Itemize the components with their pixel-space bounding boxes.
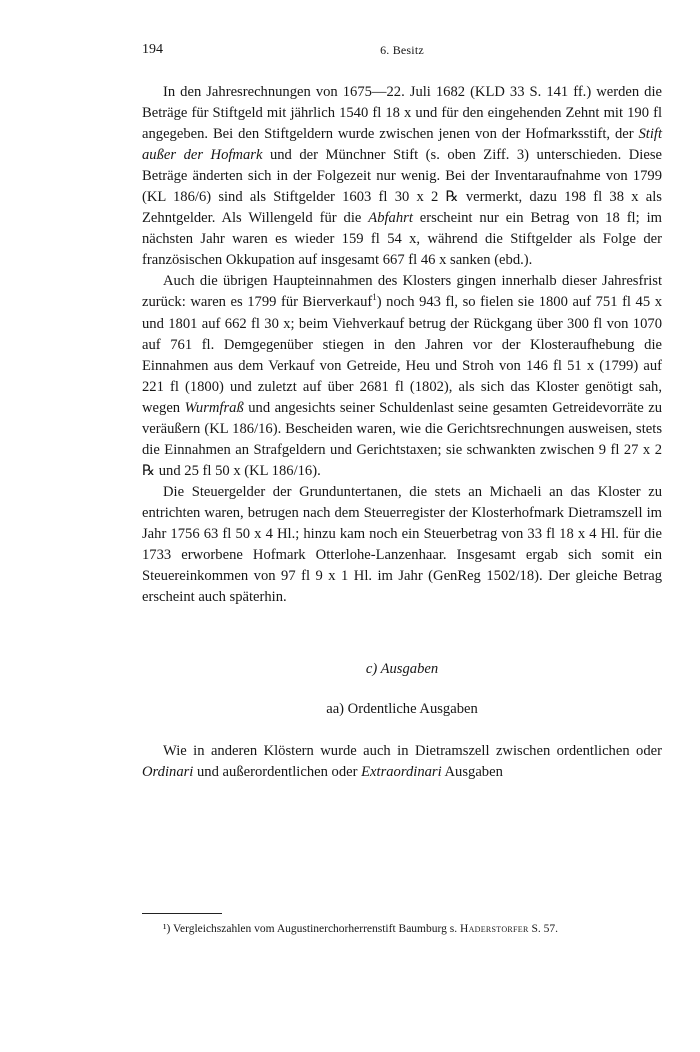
footnote-author: Haderstorfer <box>459 923 529 935</box>
paragraph-1-text-3: erscheint nur ein Betrag von 18 fl; im nächsten Jahr waren es wieder 159 fl 54 x, während die Stiftgelder als Folge der französischen Okkupation auf insgesamt 667 fl 46 x sanken (ebd.). <box>142 210 662 269</box>
footnote-text: Vergleichszahlen vom Augustinerchorherrenstift Baumburg s. <box>170 923 460 935</box>
paragraph-4-italic-1: Ordinari <box>142 764 194 781</box>
paragraph-4-text-2: und außerordentlichen oder <box>193 764 362 781</box>
paragraph-1-text-2: und der Münchner Stift (s. oben Ziff. 3) unterschieden. Diese Beträge änderten sich in der Folgezeit nur wenig. Bei der Inventaraufnahme von 1799 (KL 186/6) sind als Stiftgelder 1603 fl 30 x 2 ℞ vermerkt, dazu 198 fl 38 x als Zehntgelder. Als Willengeld für die <box>142 147 662 227</box>
paragraph-1-italic-1: Stift außer der Hofmark <box>142 126 662 164</box>
paragraph-3: Die Steuergelder der Grunduntertanen, die stets an Michaeli an das Kloster zu entrichten waren, betrugen nach dem Steuerregister der Klosterhofmark Dietramszell im Jahr 1756 63 fl 50 x 4 Hl.; hinzu kam noch ein Steuerbetrag von 33 fl 18 x 4 Hl. für die 1733 erworbene Hofmark Otterlohe-Lanzenhaar. Insgesamt ergab sich somit ein Steuereinkommen von 97 fl 9 x 1 Hl. im Jahr (GenReg 1502/18). Der gleiche Betrag erscheint auch späterhin. <box>142 483 662 606</box>
running-title: 6. Besitz <box>380 43 424 57</box>
paragraph-1 <box>142 82 662 271</box>
subsection-heading-aa: aa) Ordentliche Ausgaben <box>326 701 478 718</box>
paragraph-2-text-1: Auch die übrigen Haupteinnahmen des Klosters gingen innerhalb dieser Jahresfrist zurück: waren es 1799 für Bierverkauf <box>142 273 662 311</box>
paragraph-1-text-1: In den Jahresrechnungen von 1675—22. Juli 1682 (KLD 33 S. 141 ff.) werden die Beträge für Stiftgeld mit jährlich 1540 fl 18 x und für den eingehenden Zehnt mit 190 fl angegeben. Bei den Stiftgeldern wurde zwischen jenen von der Hofmarksstift, der <box>142 84 662 143</box>
running-header <box>142 42 662 62</box>
footnote-1 <box>142 922 662 937</box>
footnote-reference: 1 <box>372 292 377 303</box>
footnote-marker: ¹) <box>163 923 171 935</box>
section-heading-c: c) Ausgaben <box>365 661 439 678</box>
paragraph-4 <box>142 741 662 783</box>
page-body <box>142 82 662 783</box>
paragraph-2-text-2: ) noch 943 fl, so fielen sie 1800 auf 751 fl 45 x und 1801 auf 662 fl 30 x; beim Viehverkauf betrug der Rückgang über 300 fl von 1070 auf 761 fl. Demgegenüber stiegen in den Jahren vor der Klosteraufhebung die Einnahmen aus dem Verkauf von Getreide, Heu und Stroh von 146 fl 51 x (1799) auf 221 fl (1800) und zuletzt auf über 2681 fl (1802), als sich das Kloster genötigt sah, wegen <box>142 294 662 416</box>
page-number: 194 <box>142 42 163 57</box>
paragraph-2-italic-1: Wurmfraß <box>184 399 244 416</box>
paragraph-4-text-1: Wie in anderen Klöstern wurde auch in Dietramszell zwischen ordentlichen oder <box>163 743 662 760</box>
paragraph-1-italic-2: Abfahrt <box>368 210 413 227</box>
paragraph-2 <box>142 271 662 481</box>
footnote-rule <box>142 913 222 914</box>
paragraph-4-italic-2: Extraordinari <box>361 764 442 781</box>
paragraph-2-text-3: und angesichts seiner Schuldenlast seine gesamten Getreidevorräte zu veräußern (KL 186/16). Bescheiden waren, wie die Gerichtsrechnungen ausweisen, stets die Einnahmen an Strafgeldern und Gerichtstaxen; sie schwankten zwischen 9 fl 27 x 2 ℞ und 25 fl 50 x (KL 186/16). <box>142 399 662 479</box>
footnote-reference-page: S. 57. <box>528 923 559 935</box>
paragraph-4-text-3: Ausgaben <box>441 764 503 781</box>
